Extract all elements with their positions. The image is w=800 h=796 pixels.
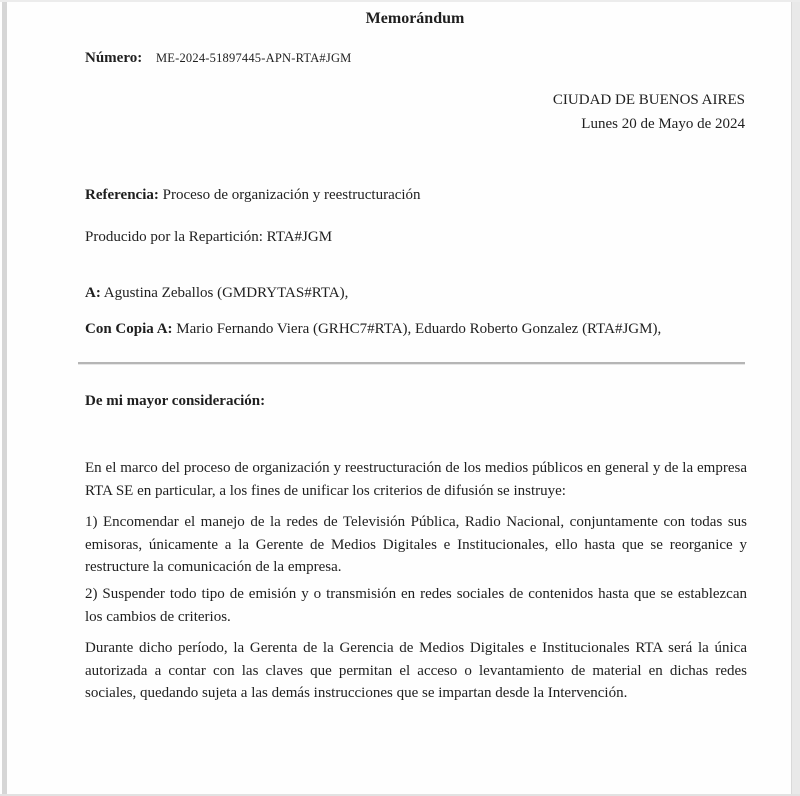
date-line: Lunes 20 de Mayo de 2024 <box>581 116 745 132</box>
scan-edge-top <box>0 0 800 2</box>
reference-line <box>85 187 421 204</box>
body-paragraph-closing: Durante dicho período, la Gerenta de la Gerencia de Medios Digitales e Institucionales RTA será la única autorizada a contar con las claves que permitan el acceso o levantamiento de material en dichas redes sociales, quedando sujeta a las demás instrucciones que se impartan desde la Intervención. <box>85 640 747 701</box>
body-paragraph-item-1: 1) Encomendar el manejo de la redes de Televisión Pública, Radio Nacional, conjuntamente con todas sus emisoras, únicamente a la Gerente de Medios Digitales e Institucionales, ello hasta que se reorganice y restructure la comunicación de la empresa. <box>85 514 747 575</box>
memo-number-label: Número: <box>85 50 143 66</box>
city-date-block <box>553 88 745 136</box>
body-paragraph-item-2: 2) Suspender todo tipo de emisión y o transmisión en redes sociales de contenidos hasta que se establezcan los cambios de criterios. <box>85 586 747 625</box>
reference-label: Referencia: <box>85 187 159 203</box>
produced-by-line: Producido por la Repartición: RTA#JGM <box>85 229 333 245</box>
body-paragraph-intro: En el marco del proceso de organización y reestructuración de los medios públicos en general y de la empresa RTA SE en particular, a los fines de unificar los criterios de difusión se instruye: <box>85 460 747 499</box>
recipient-value: Agustina Zeballos (GMDRYTAS#RTA), <box>103 285 349 301</box>
memo-number-value: ME-2024-51897445-APN-RTA#JGM <box>155 51 352 65</box>
city-line: CIUDAD DE BUENOS AIRES <box>552 92 745 108</box>
memo-title: Memorándum <box>365 10 465 27</box>
scan-edge-right <box>791 0 800 796</box>
cc-value: Mario Fernando Viera (GRHC7#RTA), Eduardo Roberto Gonzalez (RTA#JGM), <box>176 321 662 337</box>
reference-value: Proceso de organización y reestructuración <box>162 187 421 203</box>
memo-number-line <box>85 50 351 67</box>
scan-edge-left <box>2 0 7 796</box>
salutation: De mi mayor consideración: <box>85 393 266 409</box>
cc-label: Con Copia A: <box>85 321 173 337</box>
recipient-line <box>85 285 348 302</box>
recipient-label: A: <box>85 285 101 301</box>
separator-rule <box>78 362 745 365</box>
cc-line <box>85 321 661 338</box>
